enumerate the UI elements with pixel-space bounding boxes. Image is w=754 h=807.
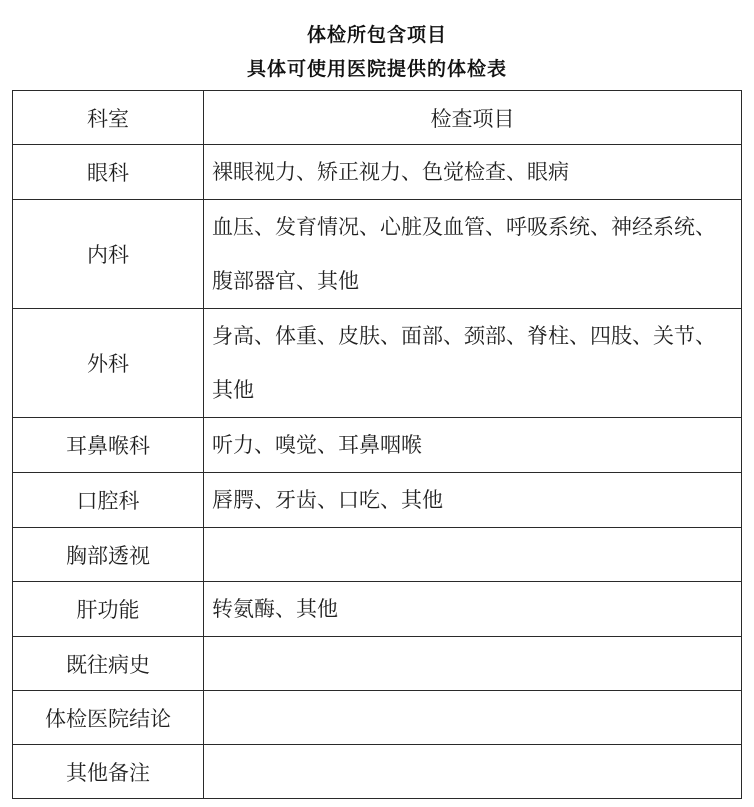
exam-items-table bbox=[12, 90, 742, 799]
header-items: 检查项目 bbox=[204, 91, 742, 145]
row-department: 既往病史 bbox=[13, 637, 204, 691]
row-items: 裸眼视力、矫正视力、色觉检查、眼病 bbox=[204, 145, 742, 200]
table-row bbox=[13, 582, 742, 637]
header-department: 科室 bbox=[13, 91, 204, 145]
row-department: 耳鼻喉科 bbox=[13, 418, 204, 473]
table-row bbox=[13, 418, 742, 473]
row-department: 眼科 bbox=[13, 145, 204, 200]
row-department: 胸部透视 bbox=[13, 528, 204, 582]
row-items: 唇腭、牙齿、口吃、其他 bbox=[204, 473, 742, 528]
table-row bbox=[13, 528, 742, 582]
document-subtitle: 具体可使用医院提供的体检表 bbox=[246, 58, 507, 80]
row-items: 血压、发育情况、心脏及血管、呼吸系统、神经系统、腹部器官、其他 bbox=[204, 200, 742, 309]
row-department: 其他备注 bbox=[13, 745, 204, 799]
row-items bbox=[204, 528, 742, 582]
row-items bbox=[204, 691, 742, 745]
document-header bbox=[0, 18, 754, 86]
table-row bbox=[13, 309, 742, 418]
row-items: 身高、体重、皮肤、面部、颈部、脊柱、四肢、关节、其他 bbox=[204, 309, 742, 418]
table-header-row bbox=[13, 91, 742, 145]
table-row bbox=[13, 200, 742, 309]
row-items: 转氨酶、其他 bbox=[204, 582, 742, 637]
table-row bbox=[13, 691, 742, 745]
row-items bbox=[204, 745, 742, 799]
row-items: 听力、嗅觉、耳鼻咽喉 bbox=[204, 418, 742, 473]
row-department: 口腔科 bbox=[13, 473, 204, 528]
row-department: 内科 bbox=[13, 200, 204, 309]
row-department: 外科 bbox=[13, 309, 204, 418]
table-row bbox=[13, 145, 742, 200]
table-row bbox=[13, 637, 742, 691]
row-items bbox=[204, 637, 742, 691]
table-row bbox=[13, 473, 742, 528]
row-department: 体检医院结论 bbox=[13, 691, 204, 745]
document-title: 体检所包含项目 bbox=[306, 24, 447, 46]
row-department: 肝功能 bbox=[13, 582, 204, 637]
table-row bbox=[13, 745, 742, 799]
